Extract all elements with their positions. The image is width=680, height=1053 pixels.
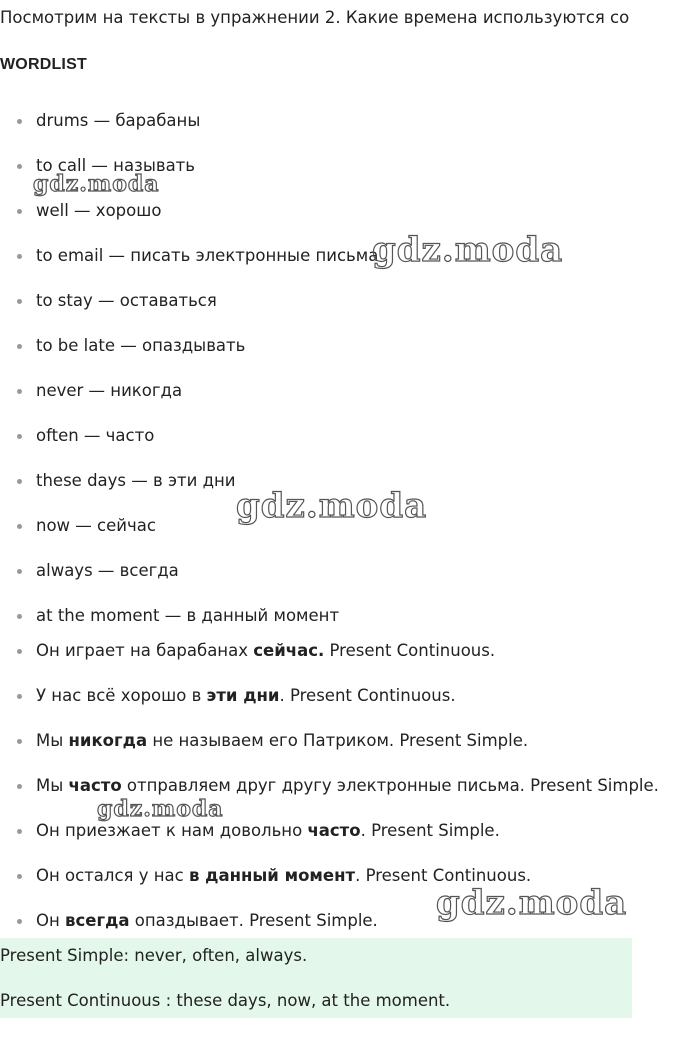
sentence-keyword: никогда <box>68 731 148 750</box>
sentence-keyword: часто <box>68 776 122 795</box>
sentence-keyword: сейчас. <box>253 641 325 660</box>
wordlist-heading: WORDLIST <box>0 56 87 73</box>
bullet-icon <box>17 254 22 259</box>
watermark: gdz.moda <box>97 796 224 822</box>
wordlist-item <box>0 424 378 469</box>
bullet-icon <box>17 649 22 654</box>
bullet-icon <box>17 784 22 789</box>
sentence-text: Он <box>36 911 66 930</box>
sentence-keyword: в данный момент <box>188 866 356 885</box>
bullet-icon <box>17 739 22 744</box>
sentence-tense: отправляем друг другу электронные письма. Present Simple. <box>121 776 659 795</box>
bullet-icon <box>17 694 22 699</box>
wordlist-item <box>0 379 378 424</box>
wordlist-item-text: to email — писать электронные письма <box>36 246 379 265</box>
wordlist-item-text: never — никогда <box>36 381 183 400</box>
wordlist-item <box>0 109 378 154</box>
sentence-item <box>0 819 659 864</box>
bullet-icon <box>17 344 22 349</box>
wordlist-item-text: to call — называть <box>36 156 196 175</box>
bullet-icon <box>17 829 22 834</box>
bullet-icon <box>17 524 22 529</box>
watermark: gdz.moda <box>33 171 160 197</box>
wordlist-item <box>0 154 378 199</box>
sentence-tense: Present Continuous. <box>324 641 496 660</box>
answer-present-simple: Present Simple: never, often, always. <box>0 946 308 965</box>
sentence-item <box>0 729 659 774</box>
wordlist-item <box>0 289 378 334</box>
sentence-item <box>0 639 659 684</box>
bullet-icon <box>17 569 22 574</box>
wordlist-item <box>0 334 378 379</box>
bullet-icon <box>17 434 22 439</box>
answer-box <box>0 938 632 1018</box>
sentence-keyword: часто <box>307 821 361 840</box>
answer-present-continuous: Present Continuous : these days, now, at the moment. <box>0 991 451 1010</box>
wordlist-item-text: to stay — оставаться <box>36 291 217 310</box>
watermark: gdz.moda <box>436 883 628 923</box>
wordlist-item-text: often — часто <box>36 426 155 445</box>
sentence-text: Он приезжает к нам довольно <box>36 821 308 840</box>
wordlist-item <box>0 514 378 559</box>
intro-text: Посмотрим на тексты в упражнении 2. Какие времена используются со <box>0 8 630 27</box>
wordlist-item-text: at the moment — в данный момент <box>36 606 340 625</box>
sentence-tense: . Present Continuous. <box>279 686 456 705</box>
watermark: gdz.moda <box>372 230 564 270</box>
bullet-icon <box>17 119 22 124</box>
bullet-icon <box>17 919 22 924</box>
wordlist-item-text: well — хорошо <box>36 201 162 220</box>
bullet-icon <box>17 614 22 619</box>
wordlist-item-text: these days — в эти дни <box>36 471 236 490</box>
watermark: gdz.moda <box>236 486 428 526</box>
sentence-text: У нас всё хорошо в <box>36 686 207 705</box>
sentence-text: Мы <box>36 776 69 795</box>
bullet-icon <box>17 299 22 304</box>
wordlist-item-text: drums — барабаны <box>36 111 201 130</box>
sentence-tense: не называем его Патриком. Present Simple. <box>147 731 529 750</box>
sentence-keyword: всегда <box>65 911 130 930</box>
sentence-item <box>0 774 659 819</box>
sentence-text: Мы <box>36 731 69 750</box>
sentence-tense: опаздывает. Present Simple. <box>129 911 378 930</box>
bullet-icon <box>17 874 22 879</box>
wordlist-item-text: to be late — опаздывать <box>36 336 246 355</box>
bullet-icon <box>17 164 22 169</box>
wordlist-item-text: now — сейчас <box>36 516 156 535</box>
sentence-item <box>0 864 659 909</box>
sentence-keyword: эти дни <box>206 686 280 705</box>
wordlist-item <box>0 469 378 514</box>
bullet-icon <box>17 389 22 394</box>
bullet-icon <box>17 479 22 484</box>
sentence-item <box>0 684 659 729</box>
wordlist-item <box>0 199 378 244</box>
wordlist-item-text: always — всегда <box>36 561 179 580</box>
sentence-tense: . Present Continuous. <box>355 866 532 885</box>
sentence-text: Он остался у нас <box>36 866 189 885</box>
wordlist <box>0 109 378 649</box>
sentence-tense: . Present Simple. <box>360 821 500 840</box>
sentence-list <box>0 639 659 954</box>
bullet-icon <box>17 209 22 214</box>
wordlist-item <box>0 559 378 604</box>
sentence-text: Он играет на барабанах <box>36 641 254 660</box>
wordlist-item <box>0 244 378 289</box>
